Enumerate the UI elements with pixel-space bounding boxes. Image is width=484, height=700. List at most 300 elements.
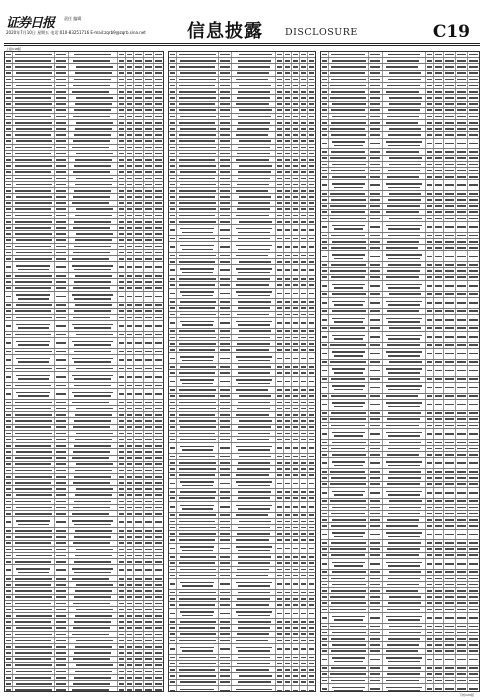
table-cell [321, 613, 329, 623]
table-cell [118, 505, 126, 510]
table-cell [13, 170, 55, 175]
table-cell [329, 642, 369, 647]
table-cell [169, 655, 177, 660]
table-cell [456, 649, 468, 654]
table-cell [219, 83, 233, 88]
table-cell [219, 213, 233, 218]
table-cell [284, 259, 292, 264]
table-cell [292, 89, 300, 94]
table-cell [154, 120, 164, 125]
table-cell [383, 499, 427, 504]
table-cell [177, 632, 219, 637]
table-cell [456, 429, 468, 439]
table-cell [126, 619, 134, 624]
table-cell [126, 493, 134, 498]
table-cell [383, 383, 427, 393]
table-cell [383, 517, 427, 522]
table-cell [329, 505, 369, 510]
table-cell [284, 132, 292, 137]
table-cell [329, 180, 369, 190]
table-cell [13, 315, 55, 320]
table-cell [232, 644, 276, 654]
table-cell [434, 607, 444, 612]
table-cell [177, 219, 219, 224]
table-cell [444, 559, 456, 569]
table-cell [118, 675, 126, 680]
table-row [169, 644, 315, 655]
table-cell [321, 530, 329, 540]
table-cell [468, 517, 480, 522]
table-cell [276, 425, 284, 430]
table-cell [5, 431, 13, 436]
table-cell [154, 613, 164, 618]
table-cell [219, 318, 233, 328]
table-cell [55, 52, 69, 57]
table-cell [169, 579, 177, 589]
table-cell [284, 644, 292, 654]
table-cell [134, 406, 144, 411]
table-cell [456, 58, 468, 63]
table-cell [468, 423, 480, 428]
table-cell [232, 132, 276, 137]
table-cell [55, 595, 69, 600]
footer-note: 下转C20版 [459, 693, 474, 697]
table-cell [292, 108, 300, 113]
table-cell [300, 400, 308, 405]
table-cell [219, 347, 233, 352]
table-cell [144, 626, 154, 631]
table-cell [284, 282, 292, 287]
table-cell [369, 446, 383, 451]
table-cell [219, 265, 233, 275]
table-cell [329, 168, 369, 173]
table-cell [13, 244, 55, 249]
table-cell [118, 332, 126, 337]
table-cell [434, 245, 444, 250]
table-cell [434, 469, 444, 474]
table-cell [284, 579, 292, 589]
table-cell [169, 661, 177, 666]
table-cell [308, 573, 316, 578]
table-cell [308, 289, 316, 299]
table-cell [169, 188, 177, 193]
table-cell [232, 489, 276, 494]
table-cell [177, 145, 219, 150]
table-cell [134, 256, 144, 261]
table-cell [144, 511, 154, 516]
table-cell [177, 431, 219, 436]
table-cell [369, 383, 383, 393]
page-header [0, 0, 484, 44]
table-cell [468, 505, 480, 510]
table-cell [118, 207, 126, 212]
table-cell [177, 335, 219, 340]
table-cell [154, 244, 164, 249]
table-cell [126, 553, 134, 558]
table-cell [177, 466, 219, 471]
table-cell [118, 225, 126, 230]
table-cell [308, 83, 316, 88]
table-cell [5, 638, 13, 643]
table-cell [134, 145, 144, 150]
table-cell [426, 162, 434, 167]
table-cell [118, 528, 126, 533]
table-cell [321, 52, 329, 57]
table-cell [232, 259, 276, 264]
table-cell [5, 553, 13, 558]
table-cell [276, 201, 284, 206]
table-cell [426, 446, 434, 451]
table-cell [308, 219, 316, 224]
table-cell [426, 383, 434, 393]
table-cell [118, 273, 126, 278]
table-cell [177, 102, 219, 107]
table-cell [219, 312, 233, 317]
table-cell [456, 89, 468, 94]
table-cell [444, 162, 456, 167]
table-cell [321, 139, 329, 149]
table-cell [468, 191, 480, 196]
table-cell [232, 201, 276, 206]
table-cell [5, 231, 13, 236]
table-cell [329, 262, 369, 267]
table-cell [444, 488, 456, 498]
table-cell [13, 102, 55, 107]
table-cell [426, 678, 434, 683]
table-cell [369, 309, 383, 314]
table-cell [300, 431, 308, 436]
table-cell [329, 251, 369, 261]
table-cell [13, 601, 55, 606]
table-cell [369, 642, 383, 647]
table-row [5, 565, 163, 576]
table-cell [321, 547, 329, 552]
table-cell [69, 657, 119, 662]
table-cell [5, 321, 13, 331]
table-cell [383, 132, 427, 137]
table-cell [369, 349, 383, 359]
table-cell [329, 102, 369, 107]
table-cell [321, 411, 329, 416]
table-cell [126, 406, 134, 411]
table-cell [55, 588, 69, 593]
table-cell [69, 182, 119, 187]
table-cell [292, 394, 300, 399]
table-cell [219, 95, 233, 100]
table-cell [300, 219, 308, 224]
table-cell [13, 207, 55, 212]
table-cell [126, 383, 134, 388]
table-cell [144, 238, 154, 243]
table-cell [118, 182, 126, 187]
table-cell [219, 52, 233, 57]
table-cell [126, 151, 134, 156]
table-cell [284, 425, 292, 430]
table-cell [134, 71, 144, 76]
table-cell [369, 77, 383, 82]
table-cell [468, 547, 480, 552]
table-cell [118, 77, 126, 82]
table-cell [5, 151, 13, 156]
table-cell [144, 534, 154, 539]
table-cell [284, 145, 292, 150]
table-cell [169, 182, 177, 187]
table-cell [177, 194, 219, 199]
table-cell [383, 58, 427, 63]
table-cell [292, 437, 300, 442]
table-cell [177, 638, 219, 643]
table-cell [154, 400, 164, 405]
table-cell [69, 286, 119, 291]
table-cell [444, 251, 456, 261]
table-cell [369, 326, 383, 331]
table-cell [321, 64, 329, 69]
table-cell [144, 389, 154, 399]
table-cell [177, 437, 219, 442]
table-cell [468, 216, 480, 221]
table-cell [383, 251, 427, 261]
table-cell [154, 145, 164, 150]
table-cell [69, 541, 119, 546]
table-cell [426, 488, 434, 498]
table-cell [456, 120, 468, 125]
table-cell [134, 292, 144, 302]
table-cell [13, 163, 55, 168]
table-cell [169, 329, 177, 334]
table-cell [308, 306, 316, 311]
table-cell [219, 673, 233, 678]
table-cell [426, 624, 434, 629]
table-cell [232, 299, 276, 304]
table-cell [55, 303, 69, 308]
table-cell [144, 499, 154, 504]
table-cell [144, 52, 154, 57]
table-cell [134, 225, 144, 230]
table-cell [13, 151, 55, 156]
table-cell [5, 406, 13, 411]
table-cell [383, 582, 427, 587]
table-cell [232, 236, 276, 241]
table-cell [468, 108, 480, 113]
table-cell [276, 306, 284, 311]
table-cell [284, 394, 292, 399]
table-cell [169, 460, 177, 465]
table-cell [177, 341, 219, 346]
table-cell [276, 638, 284, 643]
table-cell [383, 95, 427, 100]
table-cell [284, 89, 292, 94]
table-cell [5, 52, 13, 57]
table-cell [177, 473, 219, 478]
table-cell [300, 489, 308, 494]
table-cell [169, 377, 177, 387]
table-cell [444, 298, 456, 308]
table-cell [126, 505, 134, 510]
table-cell [321, 601, 329, 606]
table-cell [456, 530, 468, 540]
table-cell [369, 511, 383, 516]
table-cell [232, 437, 276, 442]
table-cell [292, 132, 300, 137]
table-cell [154, 286, 164, 291]
table-cell [434, 162, 444, 167]
table-cell [13, 418, 55, 423]
table-cell [426, 174, 434, 179]
table-cell [177, 554, 219, 559]
table-cell [5, 663, 13, 668]
table-cell [126, 126, 134, 131]
table-cell [177, 443, 219, 453]
table-cell [383, 624, 427, 629]
table-cell [284, 525, 292, 530]
table-row [321, 139, 479, 150]
table-cell [456, 315, 468, 325]
table-cell [55, 541, 69, 546]
table-cell [169, 353, 177, 363]
table-row [169, 609, 315, 620]
table-cell [69, 201, 119, 206]
table-cell [468, 649, 480, 654]
table-cell [55, 262, 69, 272]
table-cell [154, 207, 164, 212]
table-cell [134, 321, 144, 331]
table-cell [468, 458, 480, 468]
table-row [169, 318, 315, 329]
table-cell [300, 282, 308, 287]
table-cell [126, 77, 134, 82]
table-cell [434, 180, 444, 190]
table-cell [118, 250, 126, 255]
table-cell [69, 681, 119, 686]
table-cell [154, 595, 164, 600]
table-cell [444, 292, 456, 297]
table-cell [5, 194, 13, 199]
table-cell [169, 132, 177, 137]
table-cell [126, 601, 134, 606]
table-cell [134, 219, 144, 224]
table-cell [369, 360, 383, 365]
table-cell [276, 387, 284, 392]
table-row [321, 222, 479, 233]
table-cell [13, 77, 55, 82]
table-cell [134, 650, 144, 655]
table-cell [434, 601, 444, 606]
table-cell [444, 517, 456, 522]
table-cell [308, 194, 316, 199]
table-cell [169, 619, 177, 624]
table-cell [144, 565, 154, 575]
table-cell [232, 394, 276, 399]
table-cell [444, 624, 456, 629]
table-cell [300, 139, 308, 144]
table-cell [276, 145, 284, 150]
table-cell [284, 400, 292, 405]
table-cell [292, 425, 300, 430]
table-cell [118, 681, 126, 686]
table-cell [308, 443, 316, 453]
table-cell [426, 180, 434, 190]
table-cell [144, 83, 154, 88]
table-cell [126, 657, 134, 662]
table-cell [118, 114, 126, 119]
table-cell [55, 449, 69, 454]
table-cell [134, 262, 144, 272]
table-cell [284, 306, 292, 311]
table-cell [232, 265, 276, 275]
table-cell [434, 102, 444, 107]
table-cell [126, 366, 134, 371]
table-cell [284, 83, 292, 88]
table-cell [284, 460, 292, 465]
table-cell [13, 657, 55, 662]
table-cell [276, 625, 284, 630]
table-cell [13, 332, 55, 337]
table-cell [300, 454, 308, 459]
table-cell [321, 197, 329, 202]
table-cell [219, 554, 233, 559]
table-cell [126, 547, 134, 552]
table-cell [134, 632, 144, 637]
table-cell [134, 58, 144, 63]
table-cell [13, 108, 55, 113]
table-cell [134, 151, 144, 156]
table-cell [456, 582, 468, 587]
table-cell [383, 678, 427, 683]
table-cell [69, 669, 119, 674]
table-cell [118, 139, 126, 144]
table-cell [456, 559, 468, 569]
table-cell [284, 276, 292, 281]
table-cell [69, 315, 119, 320]
table-cell [169, 496, 177, 501]
table-cell [321, 553, 329, 558]
table-cell [383, 108, 427, 113]
table-cell [276, 151, 284, 156]
table-cell [144, 303, 154, 308]
table-cell [468, 377, 480, 382]
table-cell [232, 632, 276, 637]
table-cell [134, 126, 144, 131]
table-cell [434, 126, 444, 131]
table-cell [169, 71, 177, 76]
table-cell [383, 233, 427, 238]
table-cell [276, 686, 284, 692]
table-cell [13, 225, 55, 230]
table-cell [169, 364, 177, 369]
table-cell [13, 303, 55, 308]
table-cell [118, 176, 126, 181]
table-cell [276, 312, 284, 317]
table-cell [134, 582, 144, 587]
table-cell [292, 579, 300, 589]
table-cell [468, 530, 480, 540]
table-cell [276, 364, 284, 369]
table-cell [300, 289, 308, 299]
table-cell [308, 519, 316, 524]
table-cell [383, 366, 427, 376]
table-cell [219, 259, 233, 264]
table-cell [154, 456, 164, 461]
table-cell [329, 601, 369, 606]
table-cell [126, 120, 134, 125]
table-cell [444, 349, 456, 359]
table-cell [118, 372, 126, 382]
table-cell [426, 239, 434, 244]
table-cell [276, 632, 284, 637]
table-cell [232, 387, 276, 392]
table-cell [154, 412, 164, 417]
table-cell [118, 52, 126, 57]
